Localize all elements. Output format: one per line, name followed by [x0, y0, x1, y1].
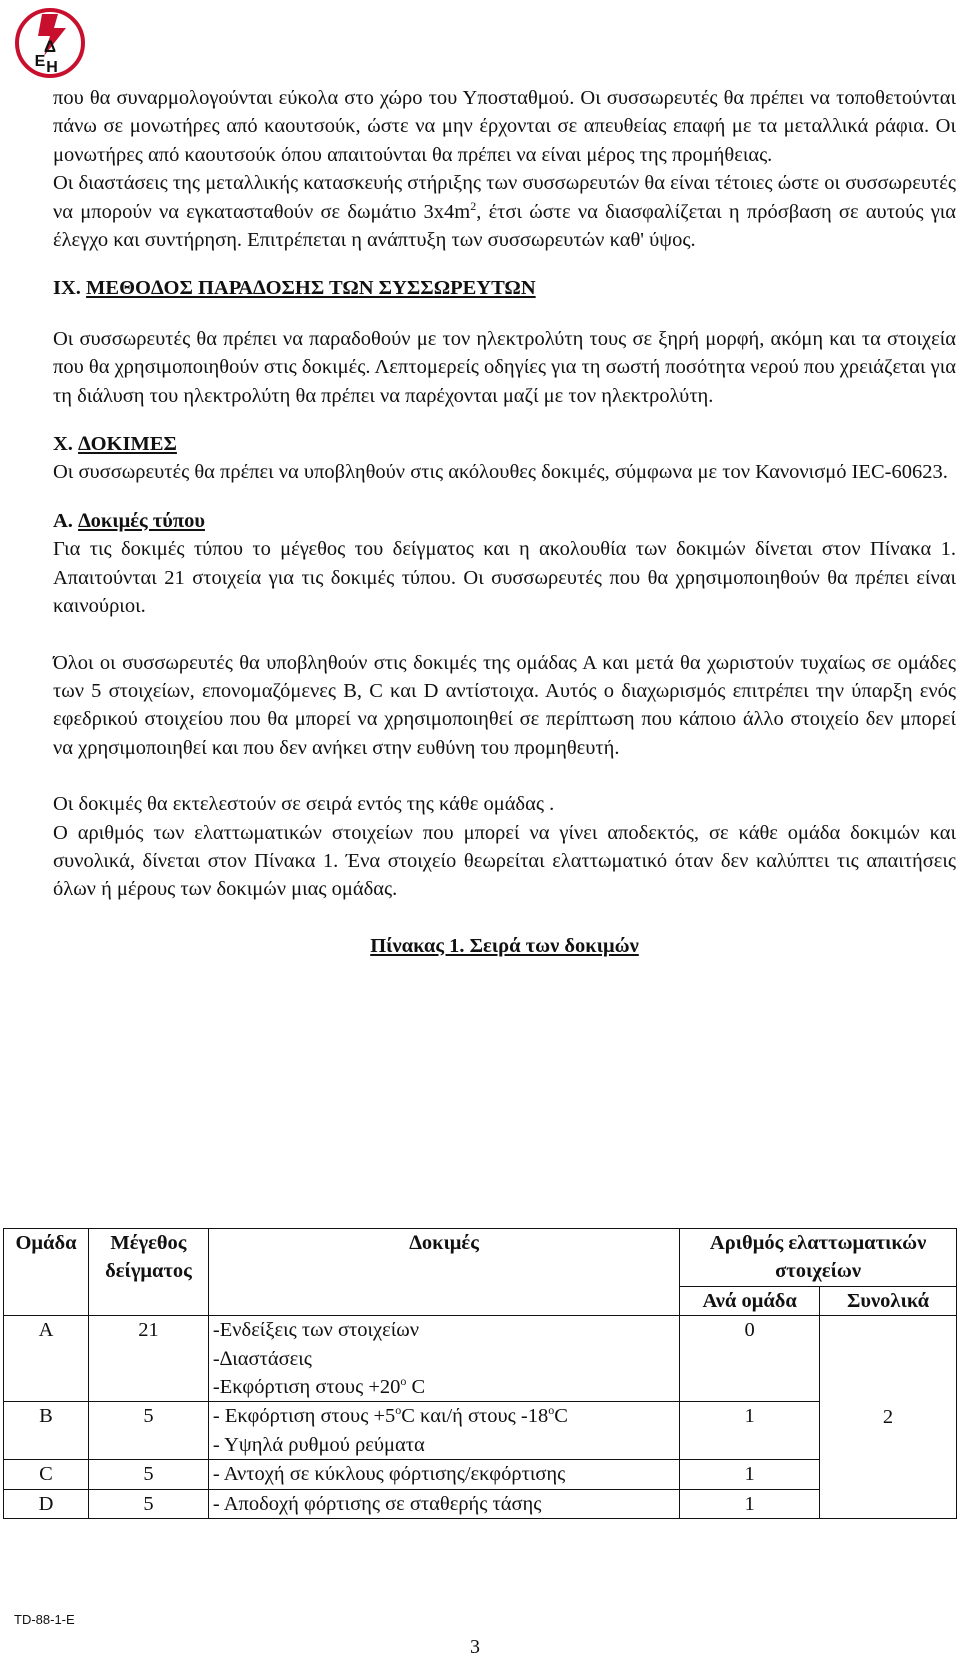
section-a-heading: Α. ∆οκιμές τύπου — [53, 509, 205, 532]
section-ix-heading: IX. ΜΕΘΟ∆ΟΣ ΠΑΡΑ∆ΟΣΗΣ ΤΩΝ ΣΥΣΣΩΡΕΥΤΩΝ — [53, 277, 536, 300]
document-body — [53, 84, 956, 960]
section-a-paragraph-2: Όλοι οι συσσωρευτές θα υποβληθούν στις δοκιμές της ομάδας Α και μετά θα χωριστούν τυχαίως σε ομάδες των 5 στοιχείων, επονομαζόμενες B, C και D αντίστοιχα. Αυτός ο διαχωρισμός επιτρέπει την ύπαρξη ενός εφεδρικού στοιχείου που θα μπορεί να χρησιμοποιηθεί σε περίπτωση που κάποιο άλλο στοιχείο δεν μπορεί να χρησιμοποιηθεί και που δεν ανήκει στην ευθύνη του προμηθευτή. — [53, 651, 956, 759]
table-caption: Πίνακας 1. Σειρά των δοκιμών — [370, 934, 639, 957]
svg-text:Δ: Δ — [43, 37, 57, 56]
cell-group: D — [4, 1489, 89, 1518]
section-x-text: Οι συσσωρευτές θα πρέπει να υποβληθούν στις ακόλουθες δοκιμές, σύμφωνα με τον Κανονισμό IEC-60623. — [53, 461, 948, 484]
section-ix-text: Οι συσσωρευτές θα πρέπει να παραδοθούν με τον ηλεκτρολύτη τους σε ξηρή μορφή, ακόμη και τα στοιχεία που θα χρησιμοποιηθούν στις δοκιμές. Λεπτομερείς οδηγίες για τη σωστή ποσότητα νερού που χρειάζεται για τη διάλυση του ηλεκτρολύτη θα πρέπει να παρέχονται μαζί με τον ηλεκτρολύτη. — [53, 327, 956, 407]
svg-text:Η: Η — [46, 59, 58, 76]
page-number: 3 — [470, 1636, 480, 1658]
cell-group: C — [4, 1460, 89, 1489]
cell-tests: - Αποδοχή φόρτισης σε σταθερής τάσης — [208, 1489, 679, 1518]
section-x-heading: X. ∆ΟΚΙΜΕΣ — [53, 433, 177, 456]
header-group: Ομάδα — [4, 1229, 89, 1316]
section-a-paragraph-1: Για τις δοκιμές τύπου το μέγεθος του δείγματος και η ακολουθία των δοκιμών δίνεται στον Πίνακα 1. Απαιτούνται 21 στοιχεία για τις δοκιμές τύπου. Οι συσσωρευτές που θα χρησιμοποιηθούν θα πρέπει είναι καινούριοι. — [53, 538, 956, 618]
table-row — [4, 1460, 957, 1489]
table-row — [4, 1402, 957, 1460]
intro-paragraph-2: Οι διαστάσεις της μεταλλικής κατασκευής στήριξης των συσσωρευτών θα είναι τέτοιες ώστε οι συσσωρευτές να μπορούν να εγκατασταθούν σε δωμάτιο $3x4m^2$, έτσι ώστε να διασφαλίζεται η πρόσβαση σε αυτούς για έλεγχο και συντήρηση. Επιτρέπεται η ανάπτυξη των συσσωρευτών καθ' ύψος. — [53, 172, 957, 252]
cell-tests: - Εκφόρτιση $\sigma\tau o\upsilon\varsigma +5^oC$ και/ή στους -18$^o$C - Υψηλά ρυθμού ρεύματα — [208, 1402, 679, 1460]
cell-per-group: 1 — [680, 1460, 820, 1489]
cell-sample: 5 — [88, 1489, 208, 1518]
cell-group: B — [4, 1402, 89, 1460]
cell-sample: 5 — [88, 1402, 208, 1460]
intro-paragraph-1: που θα συναρμολογούνται εύκολα στο χώρο του Υποσταθμού. Οι συσσωρευτές θα πρέπει να τοποθετούνται πάνω σε μονωτήρες από καουτσούκ, ώστε να μην έρχονται σε απευθείας επαφή με τα μεταλλικά ράφια. Οι μονωτήρες από καουτσούκ όπου απαιτούνται θα πρέπει να είναι μέρος της προμήθειας. — [53, 87, 956, 166]
cell-sample: 21 — [88, 1316, 208, 1402]
header-defects: Αριθμός ελαττωματικών στοιχείων — [680, 1229, 957, 1287]
cell-tests: - Αντοχή σε κύκλους φόρτισης/εκφόρτισης — [208, 1460, 679, 1489]
header-per-group: Ανά ομάδα — [680, 1286, 820, 1315]
dei-logo-icon — [14, 6, 90, 80]
cell-per-group: 0 — [680, 1316, 820, 1402]
svg-text:Ε: Ε — [34, 53, 46, 70]
table-row — [4, 1489, 957, 1518]
header-tests: ∆οκιμές — [208, 1229, 679, 1316]
section-a-paragraph-3: Οι δοκιμές θα εκτελεστούν σε σειρά εντός της κάθε ομάδας . — [53, 793, 555, 816]
tests-table — [3, 1228, 957, 1519]
cell-per-group: 1 — [680, 1402, 820, 1460]
cell-per-group: 1 — [680, 1489, 820, 1518]
table-header-row — [4, 1229, 957, 1287]
cell-tests: -Ενδείξεις των στοιχείων -∆ιαστάσεις -Εκφόρτιση $\sigma\tau o\upsilon\varsigma +20^o$ C — [208, 1316, 679, 1402]
section-a-paragraph-4: Ο αριθμός των ελαττωματικών στοιχείων που μπορεί να γίνει αποδεκτός, σε κάθε ομάδα δοκιμών και συνολικά, δίνεται στον Πίνακα 1. Ένα στοιχείο θεωρείται ελαττωματικό όταν δεν καλύπτει τις απαιτήσεις όλων ή μέρους των δοκιμών μιας ομάδας. — [53, 821, 956, 901]
cell-sample: 5 — [88, 1460, 208, 1489]
table-row — [4, 1316, 957, 1402]
header-total: Συνολικά — [820, 1286, 957, 1315]
cell-total: 2 — [820, 1316, 957, 1519]
header-sample-size: Μέγεθος δείγματος — [88, 1229, 208, 1316]
cell-group: Α — [4, 1316, 89, 1402]
document-code: TD-88-1-E — [14, 1612, 75, 1627]
